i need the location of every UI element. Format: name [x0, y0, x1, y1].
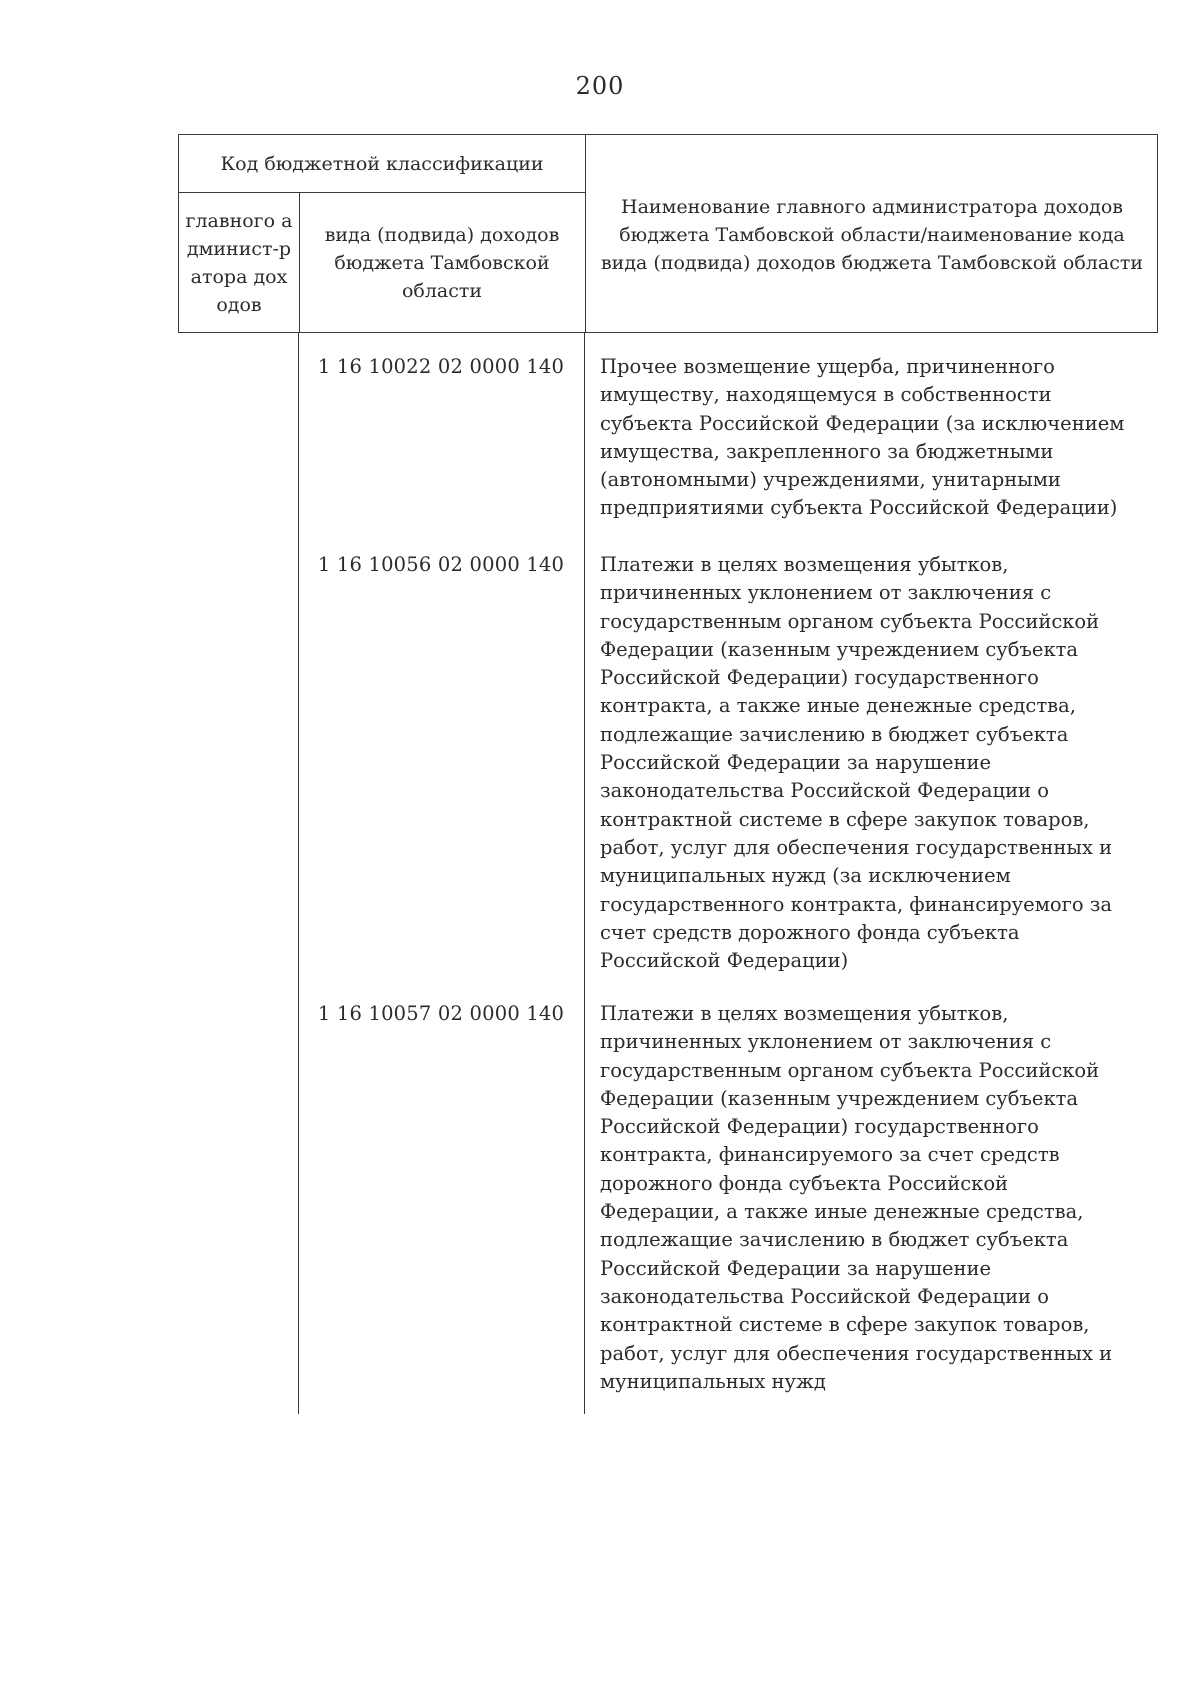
header-col-kind: вида (подвида) доходов бюджета Тамбовской области — [324, 224, 560, 302]
header-col-admin: главного админист-ратора доходов — [185, 210, 293, 316]
body-divider-admin — [298, 333, 299, 1414]
row-name: Платежи в целях возмещения убытков, причиненных уклонением от заключения с государственным органом субъекта Российской Федерации (казенным учреждением субъекта Российской Федерации) государственного контракта, финансируемого за счет средств дорожного фонда субъекта Российской Федерации, а также иные денежные средства, подлежащие зачислению в бюджет субъекта Российской Федерации за нарушение законодательства Российской Федерации о контрактной системе в сфере закупок товаров, работ, услуг для обеспечения государственных и муниципальных нужд — [600, 1002, 1113, 1393]
row-kind-code: 1 16 10022 02 0000 140 — [317, 355, 565, 378]
page-number: 200 — [575, 72, 625, 100]
body-divider-name — [584, 333, 585, 1414]
header-col-name: Наименование главного администратора доходов бюджета Тамбовской области/наименование кода вида (подвида) доходов бюджета Тамбовской области — [600, 195, 1144, 274]
revenue-classification-table — [178, 134, 1158, 1393]
row-kind-code: 1 16 10056 02 0000 140 — [317, 553, 565, 576]
table-header — [178, 134, 1158, 333]
row-name: Платежи в целях возмещения убытков, причиненных уклонением от заключения с государственным органом субъекта Российской Федерации (казенным учреждением субъекта Российской Федерации) государственного контракта, а также иные денежные средства, подлежащие зачислению в бюджет субъекта Российской Федерации за нарушение законодательства Российской Федерации о контрактной системе в сфере закупок товаров, работ, услуг для обеспечения государственных и муниципальных нужд (за исключением государственного контракта, финансируемого за счет средств дорожного фонда субъекта Российской Федерации) — [600, 553, 1113, 973]
row-kind-code: 1 16 10057 02 0000 140 — [317, 1002, 565, 1025]
row-name: Прочее возмещение ущерба, причиненного имуществу, находящемуся в собственности субъекта Российской Федерации (за исключением имущества, закрепленного за бюджетными (автономными) учреждениями, унитарными предприятиями субъекта Российской Федерации) — [600, 355, 1125, 520]
header-group-title: Код бюджетной классификации — [220, 152, 544, 175]
